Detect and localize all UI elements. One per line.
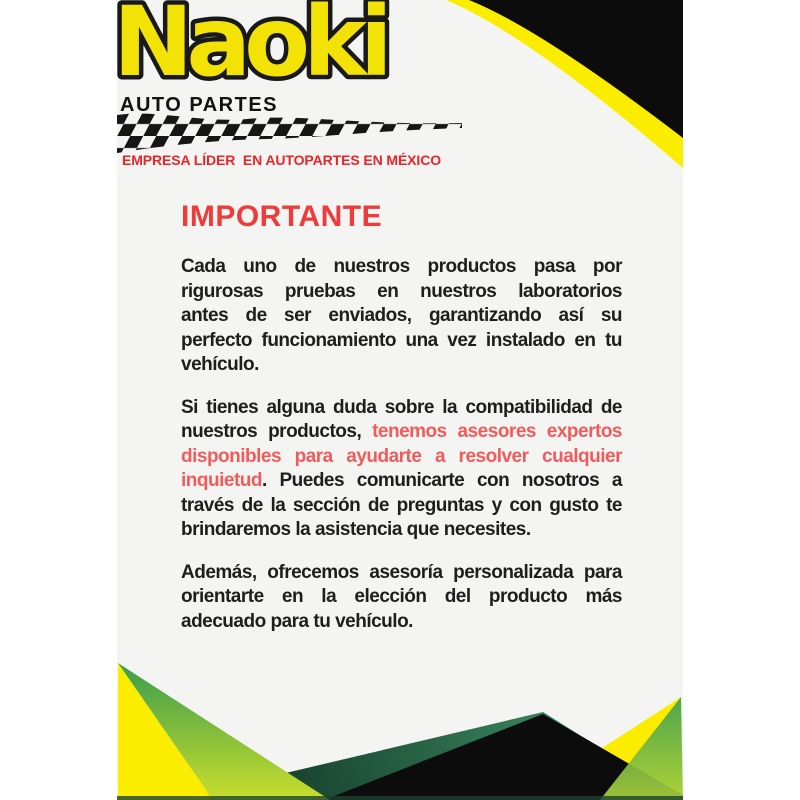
body-text: antes de ser enviados, garantizando así su (181, 305, 622, 326)
bottom-right-yellow-triangle (537, 697, 681, 800)
body-line (181, 561, 622, 586)
body-line (181, 610, 622, 635)
logo-subtitle: AUTO PARTES (120, 94, 278, 116)
body-text: rigurosas pruebas en nuestros laboratorios (181, 280, 622, 302)
body-line (181, 469, 622, 494)
notice-paragraph (181, 255, 622, 378)
corner-yellow-band (446, 0, 683, 168)
body-line (181, 255, 622, 280)
body-line (181, 518, 622, 543)
brand-logo (109, 0, 409, 100)
body-text: Si tienes alguna duda sobre la compatibilidad de (181, 396, 622, 418)
notice-paragraph (181, 561, 622, 635)
bottom-left-green-triangle (118, 663, 330, 800)
body-line (181, 445, 622, 470)
notice-body (181, 255, 622, 652)
logo-text: Naoki (113, 0, 386, 98)
notice-paragraph (181, 396, 622, 543)
body-line (181, 494, 622, 519)
bottom-green-band (172, 712, 683, 800)
body-line (181, 585, 622, 610)
bottom-edge-strip (117, 796, 683, 800)
body-line (181, 329, 622, 354)
body-text: orientarte en la elección del producto más (181, 586, 622, 607)
body-text: . Puedes comunicarte con nosotros a (261, 470, 622, 491)
bottom-left-yellow-triangle (118, 663, 213, 800)
body-line (181, 353, 622, 378)
body-line (181, 396, 622, 421)
content-panel (113, 0, 683, 800)
body-line (181, 280, 622, 305)
body-text: perfecto funcionamiento una vez instalado en tu (181, 329, 622, 351)
notice-title: IMPORTANTE (181, 200, 383, 233)
accent-text: inquietud (181, 470, 262, 491)
body-text: brindaremos la asistencia que necesites. (181, 519, 531, 540)
checkered-flag-shape (117, 113, 462, 153)
brand-tagline: EMPRESA LÍDER EN AUTOPARTES EN MÉXICO (122, 152, 442, 168)
body-text: Cada uno de nuestros productos pasa por (181, 256, 622, 277)
body-text: vehículo. (181, 354, 259, 375)
body-line (181, 304, 622, 329)
body-text: Además, ofrecemos asesoría personalizada para (181, 561, 622, 583)
accent-text: tenemos asesores expertos (372, 421, 622, 442)
bottom-black-mountain (324, 714, 683, 800)
body-line (181, 420, 622, 445)
body-text: través de la sección de preguntas y con gusto te (181, 494, 622, 516)
bottom-right-green-triangle (600, 697, 683, 800)
body-text: adecuado para tu vehículo. (181, 610, 413, 632)
corner-black-shape (469, 0, 683, 138)
body-text: nuestros productos, (181, 421, 373, 442)
accent-text: disponibles para ayudarte a resolver cualquier (181, 445, 622, 467)
